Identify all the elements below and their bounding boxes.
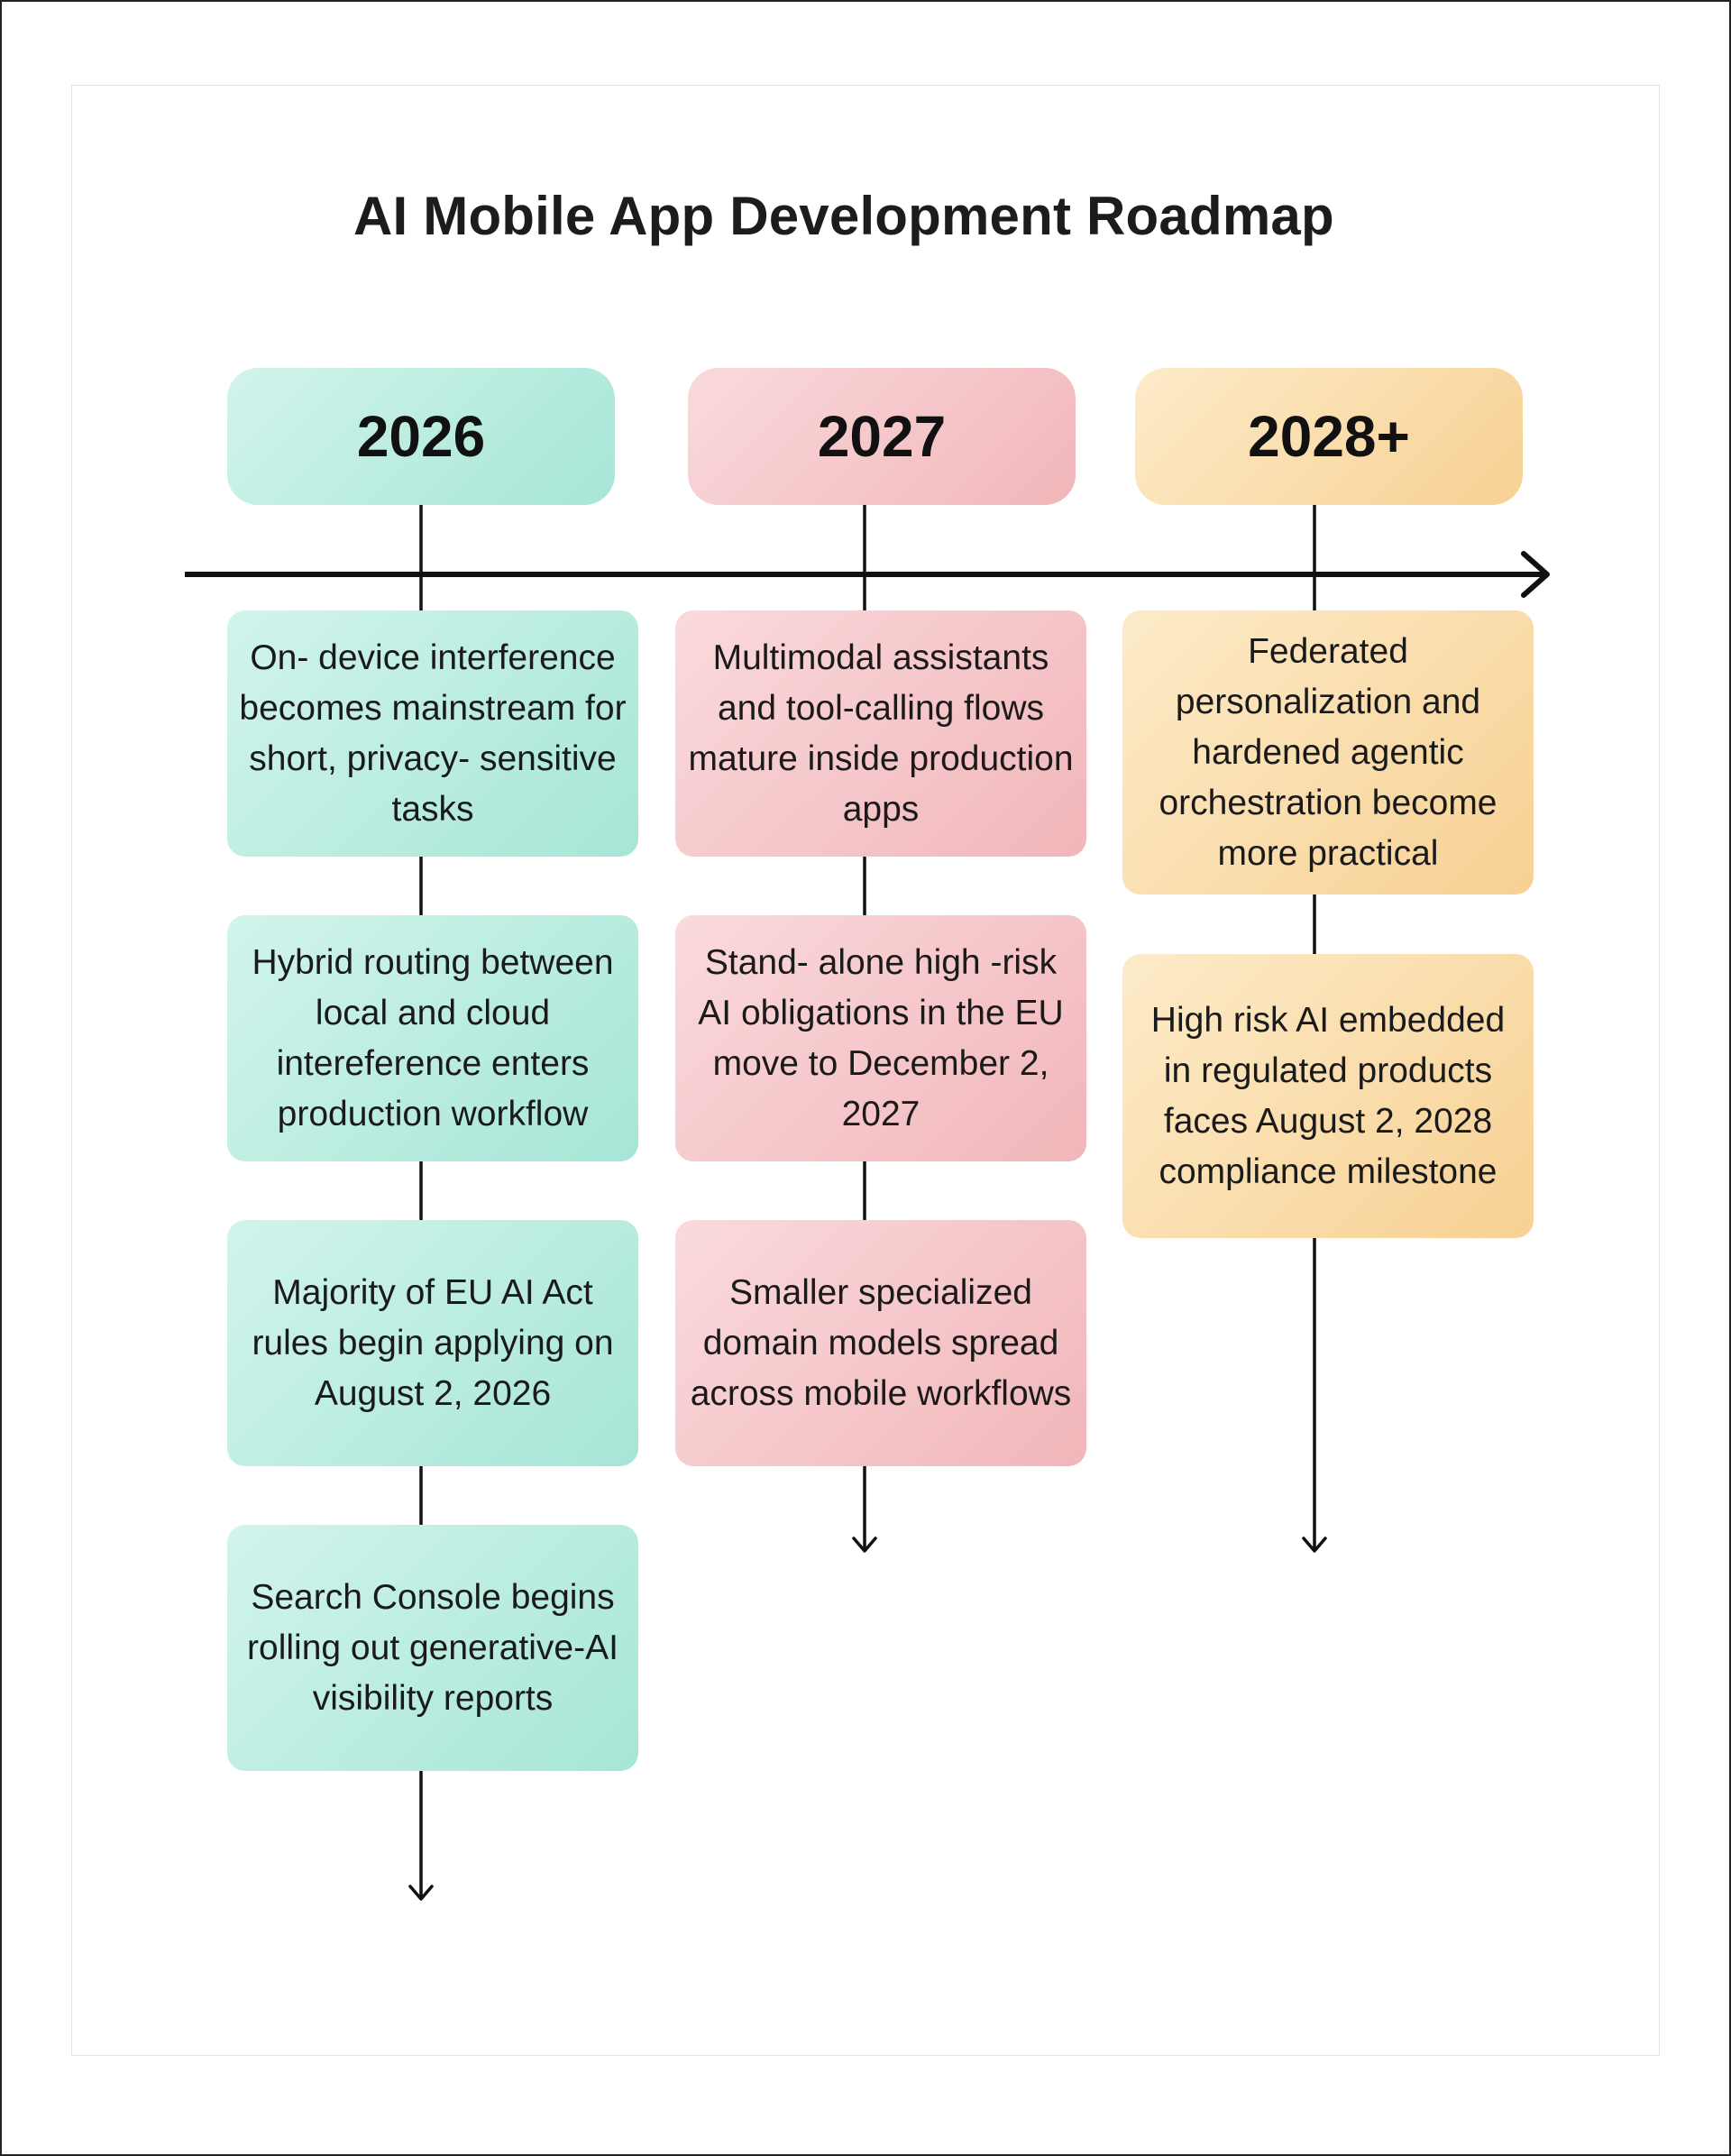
milestone-card-2027-3 xyxy=(675,1220,1086,1466)
milestone-text: Smaller specialized domain models spread across mobile workflows xyxy=(690,1272,1072,1413)
milestone-card-2026-4 xyxy=(227,1525,638,1771)
milestone-card-2026-1 xyxy=(227,610,638,857)
milestone-card-2026-2 xyxy=(227,915,638,1161)
year-label: 2028+ xyxy=(1248,404,1410,469)
milestone-text: Multimodal assistants and tool-calling flows mature inside production apps xyxy=(688,638,1074,829)
milestone-card-2026-3 xyxy=(227,1220,638,1466)
year-header-2026 xyxy=(227,368,615,505)
year-label: 2026 xyxy=(356,404,486,469)
year-label: 2027 xyxy=(817,404,947,469)
milestone-card-2028-1 xyxy=(1122,610,1534,895)
milestone-text: Stand- alone high -risk AI obligations in the EU move to December 2, 2027 xyxy=(698,942,1064,1133)
milestone-text: Federated personalization and hardened agentic orchestration become more practical xyxy=(1159,631,1497,873)
milestone-card-2027-2 xyxy=(675,915,1086,1161)
milestone-text: Majority of EU AI Act rules begin applying on August 2, 2026 xyxy=(252,1272,614,1413)
milestone-text: On- device interference becomes mainstream for short, privacy- sensitive tasks xyxy=(239,638,627,829)
year-header-2028 xyxy=(1135,368,1523,505)
milestone-text: Search Console begins rolling out generative-AI visibility reports xyxy=(247,1577,618,1718)
page-title: AI Mobile App Development Roadmap xyxy=(353,186,1334,246)
year-header-2027 xyxy=(688,368,1076,505)
milestone-text: Hybrid routing between local and cloud intereference enters production workflow xyxy=(252,942,614,1133)
milestone-card-2028-2 xyxy=(1122,954,1534,1238)
milestone-text: High risk AI embedded in regulated products faces August 2, 2028 compliance milestone xyxy=(1150,1000,1506,1191)
milestone-card-2027-1 xyxy=(675,610,1086,857)
